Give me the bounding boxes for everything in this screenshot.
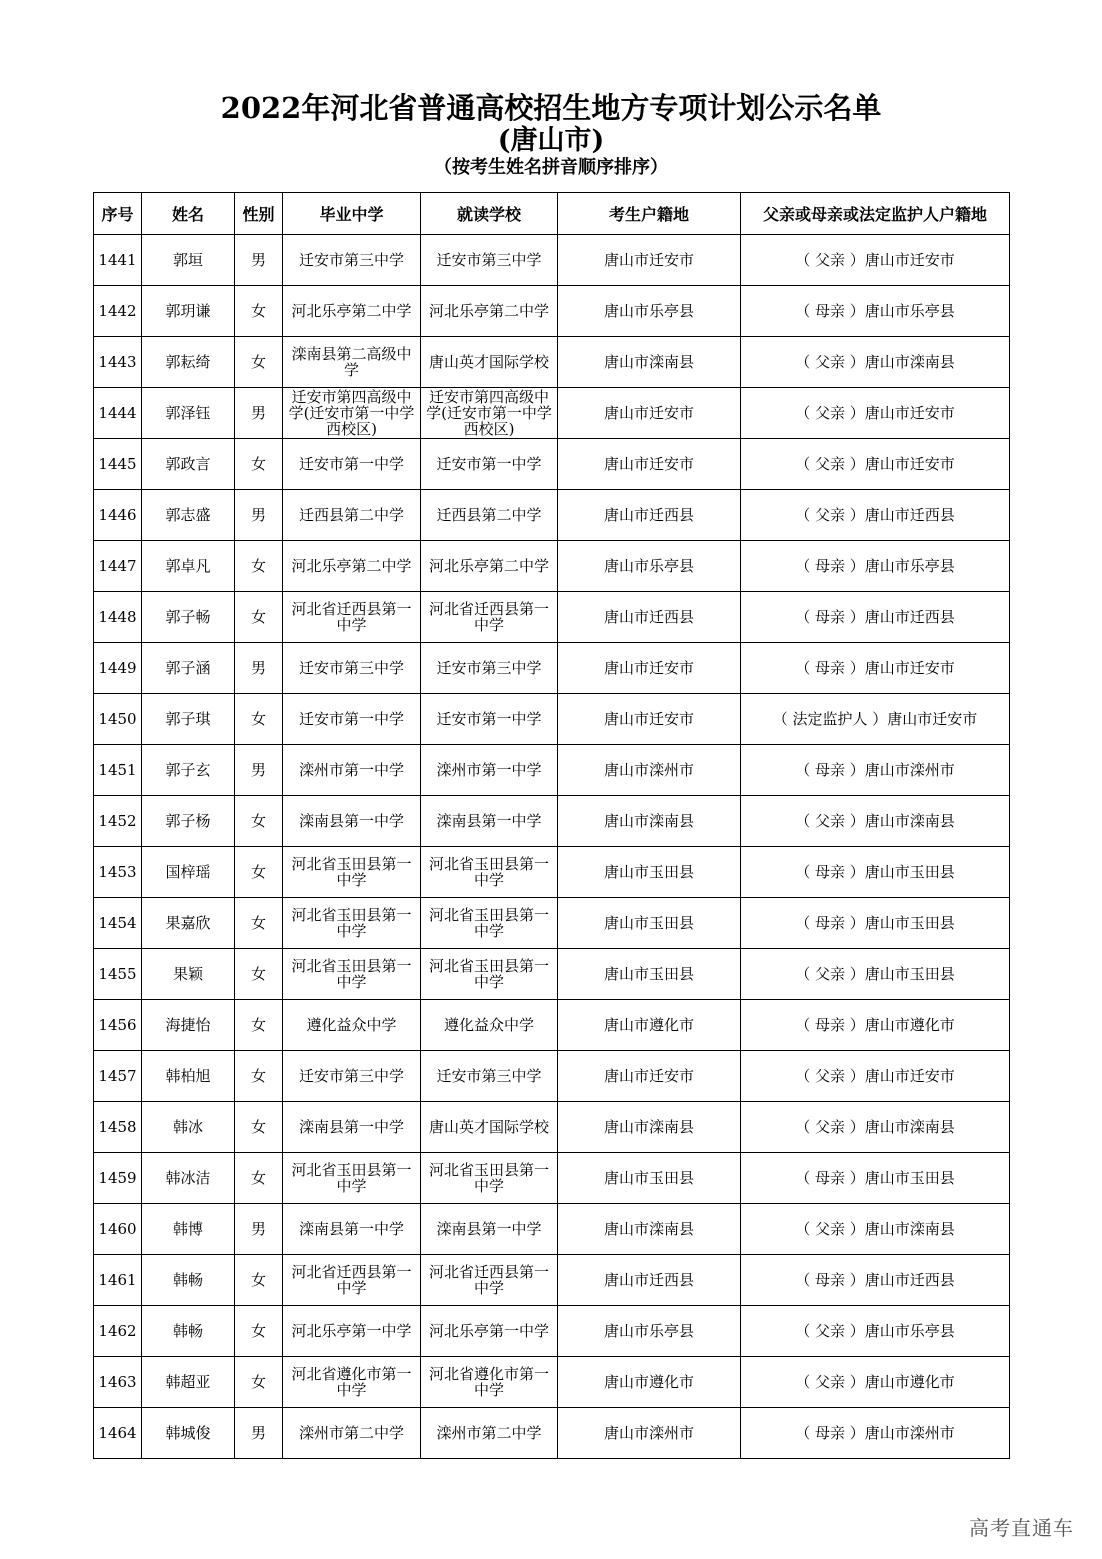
cell-name: 郭玥谦 <box>142 286 235 337</box>
column-header-gender: 性别 <box>235 193 283 235</box>
cell-student-residence: 唐山市迁安市 <box>558 1051 741 1102</box>
cell-gender: 男 <box>235 1204 283 1255</box>
cell-gender: 女 <box>235 1153 283 1204</box>
cell-graduated-school: 迁安市第一中学 <box>283 694 421 745</box>
cell-current-school: 遵化益众中学 <box>421 1000 558 1051</box>
cell-student-residence: 唐山市遵化市 <box>558 1357 741 1408</box>
cell-name: 果嘉欣 <box>142 898 235 949</box>
cell-seq: 1454 <box>94 898 142 949</box>
table-row <box>94 847 1010 898</box>
cell-student-residence: 唐山市迁安市 <box>558 235 741 286</box>
cell-student-residence: 唐山市迁西县 <box>558 490 741 541</box>
cell-student-residence: 唐山市玉田县 <box>558 898 741 949</box>
cell-graduated-school: 迁安市第三中学 <box>283 235 421 286</box>
cell-seq: 1443 <box>94 337 142 388</box>
cell-student-residence: 唐山市遵化市 <box>558 1000 741 1051</box>
cell-gender: 女 <box>235 898 283 949</box>
table-row <box>94 643 1010 694</box>
cell-guardian-residence: （ 父亲 ）唐山市滦南县 <box>741 1204 1010 1255</box>
table-row <box>94 490 1010 541</box>
table-row <box>94 388 1010 439</box>
table-row <box>94 1306 1010 1357</box>
cell-student-residence: 唐山市滦南县 <box>558 796 741 847</box>
cell-current-school: 迁安市第一中学 <box>421 439 558 490</box>
cell-current-school: 迁安市第一中学 <box>421 694 558 745</box>
cell-guardian-residence: （ 父亲 ）唐山市迁西县 <box>741 490 1010 541</box>
cell-seq: 1458 <box>94 1102 142 1153</box>
table-row <box>94 1408 1010 1459</box>
column-header-name: 姓名 <box>142 193 235 235</box>
table-row <box>94 796 1010 847</box>
cell-guardian-residence: （ 母亲 ）唐山市玉田县 <box>741 898 1010 949</box>
cell-current-school: 河北省玉田县第一中学 <box>421 949 558 1000</box>
table-row <box>94 1051 1010 1102</box>
cell-graduated-school: 河北乐亭第二中学 <box>283 286 421 337</box>
cell-graduated-school: 河北省迁西县第一中学 <box>283 592 421 643</box>
cell-current-school: 迁安市第四高级中学(迁安市第一中学西校区) <box>421 388 558 439</box>
cell-seq: 1461 <box>94 1255 142 1306</box>
cell-name: 韩城俊 <box>142 1408 235 1459</box>
cell-current-school: 唐山英才国际学校 <box>421 1102 558 1153</box>
cell-name: 韩畅 <box>142 1306 235 1357</box>
cell-current-school: 唐山英才国际学校 <box>421 337 558 388</box>
cell-name: 郭耘绮 <box>142 337 235 388</box>
cell-seq: 1448 <box>94 592 142 643</box>
cell-seq: 1452 <box>94 796 142 847</box>
cell-guardian-residence: （ 母亲 ）唐山市玉田县 <box>741 847 1010 898</box>
cell-name: 郭政言 <box>142 439 235 490</box>
watermark-text: 高考直通车 <box>969 1516 1074 1540</box>
cell-gender: 男 <box>235 745 283 796</box>
cell-seq: 1444 <box>94 388 142 439</box>
cell-seq: 1464 <box>94 1408 142 1459</box>
cell-graduated-school: 河北省迁西县第一中学 <box>283 1255 421 1306</box>
cell-current-school: 迁安市第三中学 <box>421 1051 558 1102</box>
cell-student-residence: 唐山市迁安市 <box>558 439 741 490</box>
cell-student-residence: 唐山市玉田县 <box>558 847 741 898</box>
cell-student-residence: 唐山市滦南县 <box>558 1102 741 1153</box>
cell-seq: 1455 <box>94 949 142 1000</box>
cell-student-residence: 唐山市迁安市 <box>558 643 741 694</box>
cell-graduated-school: 迁安市第四高级中学(迁安市第一中学西校区) <box>283 388 421 439</box>
cell-gender: 女 <box>235 1357 283 1408</box>
roster-table <box>93 192 1010 1459</box>
cell-student-residence: 唐山市滦州市 <box>558 1408 741 1459</box>
cell-student-residence: 唐山市乐亭县 <box>558 541 741 592</box>
cell-student-residence: 唐山市迁安市 <box>558 388 741 439</box>
cell-current-school: 河北省玉田县第一中学 <box>421 847 558 898</box>
cell-gender: 女 <box>235 1102 283 1153</box>
cell-gender: 女 <box>235 847 283 898</box>
cell-seq: 1457 <box>94 1051 142 1102</box>
cell-student-residence: 唐山市滦南县 <box>558 337 741 388</box>
cell-graduated-school: 滦南县第一中学 <box>283 796 421 847</box>
cell-guardian-residence: （ 父亲 ）唐山市乐亭县 <box>741 1306 1010 1357</box>
cell-current-school: 河北乐亭第二中学 <box>421 541 558 592</box>
cell-seq: 1460 <box>94 1204 142 1255</box>
cell-current-school: 河北省玉田县第一中学 <box>421 1153 558 1204</box>
cell-guardian-residence: （ 父亲 ）唐山市滦南县 <box>741 796 1010 847</box>
cell-guardian-residence: （ 母亲 ）唐山市迁安市 <box>741 643 1010 694</box>
cell-seq: 1449 <box>94 643 142 694</box>
table-row <box>94 694 1010 745</box>
page-title: 2022年河北省普通高校招生地方专项计划公示名单 <box>220 91 882 125</box>
cell-graduated-school: 滦州市第一中学 <box>283 745 421 796</box>
cell-name: 郭子玄 <box>142 745 235 796</box>
table-row <box>94 745 1010 796</box>
cell-gender: 女 <box>235 337 283 388</box>
table-row <box>94 1357 1010 1408</box>
cell-seq: 1463 <box>94 1357 142 1408</box>
cell-guardian-residence: （ 母亲 ）唐山市迁西县 <box>741 1255 1010 1306</box>
cell-student-residence: 唐山市滦南县 <box>558 1204 741 1255</box>
cell-seq: 1441 <box>94 235 142 286</box>
cell-graduated-school: 迁安市第三中学 <box>283 1051 421 1102</box>
table-body <box>94 235 1010 1459</box>
column-header-graduated-school: 毕业中学 <box>283 193 421 235</box>
table-row <box>94 1153 1010 1204</box>
cell-current-school: 迁安市第三中学 <box>421 643 558 694</box>
cell-gender: 女 <box>235 1306 283 1357</box>
cell-guardian-residence: （ 母亲 ）唐山市玉田县 <box>741 1153 1010 1204</box>
cell-seq: 1462 <box>94 1306 142 1357</box>
cell-gender: 女 <box>235 439 283 490</box>
cell-student-residence: 唐山市迁西县 <box>558 592 741 643</box>
cell-student-residence: 唐山市玉田县 <box>558 949 741 1000</box>
cell-guardian-residence: （ 父亲 ）唐山市滦南县 <box>741 1102 1010 1153</box>
cell-gender: 男 <box>235 1408 283 1459</box>
table-row <box>94 337 1010 388</box>
cell-current-school: 滦州市第二中学 <box>421 1408 558 1459</box>
cell-current-school: 河北省遵化市第一中学 <box>421 1357 558 1408</box>
cell-current-school: 河北省迁西县第一中学 <box>421 1255 558 1306</box>
cell-gender: 女 <box>235 1051 283 1102</box>
cell-gender: 女 <box>235 796 283 847</box>
cell-name: 韩博 <box>142 1204 235 1255</box>
cell-student-residence: 唐山市迁安市 <box>558 694 741 745</box>
cell-gender: 男 <box>235 235 283 286</box>
cell-current-school: 河北省迁西县第一中学 <box>421 592 558 643</box>
cell-gender: 男 <box>235 388 283 439</box>
table-row <box>94 1000 1010 1051</box>
table-row <box>94 286 1010 337</box>
cell-current-school: 滦州市第一中学 <box>421 745 558 796</box>
table-row <box>94 1204 1010 1255</box>
cell-guardian-residence: （ 母亲 ）唐山市滦州市 <box>741 745 1010 796</box>
cell-graduated-school: 河北省玉田县第一中学 <box>283 949 421 1000</box>
cell-name: 郭泽钰 <box>142 388 235 439</box>
table-row <box>94 949 1010 1000</box>
cell-graduated-school: 遵化益众中学 <box>283 1000 421 1051</box>
cell-name: 郭卓凡 <box>142 541 235 592</box>
cell-guardian-residence: （ 母亲 ）唐山市遵化市 <box>741 1000 1010 1051</box>
cell-seq: 1450 <box>94 694 142 745</box>
cell-gender: 女 <box>235 541 283 592</box>
cell-name: 郭子琪 <box>142 694 235 745</box>
cell-gender: 女 <box>235 286 283 337</box>
column-header-current-school: 就读学校 <box>421 193 558 235</box>
sort-note: （按考生姓名拼音顺序排序） <box>434 157 668 178</box>
table-row <box>94 592 1010 643</box>
cell-current-school: 滦南县第一中学 <box>421 1204 558 1255</box>
cell-seq: 1447 <box>94 541 142 592</box>
cell-name: 郭垣 <box>142 235 235 286</box>
cell-seq: 1459 <box>94 1153 142 1204</box>
cell-graduated-school: 迁西县第二中学 <box>283 490 421 541</box>
cell-name: 韩冰洁 <box>142 1153 235 1204</box>
cell-seq: 1451 <box>94 745 142 796</box>
page-subtitle: (唐山市) <box>497 125 605 156</box>
cell-guardian-residence: （ 母亲 ）唐山市乐亭县 <box>741 541 1010 592</box>
cell-seq: 1453 <box>94 847 142 898</box>
cell-guardian-residence: （ 父亲 ）唐山市迁安市 <box>741 235 1010 286</box>
cell-student-residence: 唐山市玉田县 <box>558 1153 741 1204</box>
cell-graduated-school: 河北省遵化市第一中学 <box>283 1357 421 1408</box>
column-header-guardian-residence: 父亲或母亲或法定监护人户籍地 <box>741 193 1010 235</box>
cell-name: 韩超亚 <box>142 1357 235 1408</box>
table-row <box>94 1102 1010 1153</box>
cell-guardian-residence: （ 母亲 ）唐山市滦州市 <box>741 1408 1010 1459</box>
cell-guardian-residence: （ 父亲 ）唐山市玉田县 <box>741 949 1010 1000</box>
cell-gender: 男 <box>235 490 283 541</box>
cell-graduated-school: 滦南县第一中学 <box>283 1204 421 1255</box>
table-row <box>94 1255 1010 1306</box>
cell-current-school: 河北乐亭第一中学 <box>421 1306 558 1357</box>
table-row <box>94 439 1010 490</box>
cell-name: 郭志盛 <box>142 490 235 541</box>
cell-name: 郭子畅 <box>142 592 235 643</box>
cell-student-residence: 唐山市乐亭县 <box>558 286 741 337</box>
cell-seq: 1442 <box>94 286 142 337</box>
cell-graduated-school: 河北省玉田县第一中学 <box>283 847 421 898</box>
cell-seq: 1456 <box>94 1000 142 1051</box>
table-row <box>94 235 1010 286</box>
cell-seq: 1446 <box>94 490 142 541</box>
table-header-row <box>94 193 1010 235</box>
column-header-student-residence: 考生户籍地 <box>558 193 741 235</box>
cell-name: 国梓瑶 <box>142 847 235 898</box>
cell-graduated-school: 滦南县第一中学 <box>283 1102 421 1153</box>
cell-name: 韩柏旭 <box>142 1051 235 1102</box>
cell-guardian-residence: （ 父亲 ）唐山市迁安市 <box>741 439 1010 490</box>
cell-graduated-school: 河北乐亭第一中学 <box>283 1306 421 1357</box>
cell-gender: 女 <box>235 1255 283 1306</box>
column-header-seq: 序号 <box>94 193 142 235</box>
cell-current-school: 迁安市第三中学 <box>421 235 558 286</box>
cell-graduated-school: 迁安市第一中学 <box>283 439 421 490</box>
cell-gender: 女 <box>235 1000 283 1051</box>
table-row <box>94 898 1010 949</box>
cell-guardian-residence: （ 父亲 ）唐山市遵化市 <box>741 1357 1010 1408</box>
cell-student-residence: 唐山市乐亭县 <box>558 1306 741 1357</box>
cell-guardian-residence: （ 母亲 ）唐山市乐亭县 <box>741 286 1010 337</box>
cell-graduated-school: 滦南县第二高级中学 <box>283 337 421 388</box>
cell-current-school: 河北乐亭第二中学 <box>421 286 558 337</box>
cell-student-residence: 唐山市迁西县 <box>558 1255 741 1306</box>
cell-gender: 男 <box>235 643 283 694</box>
cell-seq: 1445 <box>94 439 142 490</box>
cell-graduated-school: 滦州市第二中学 <box>283 1408 421 1459</box>
cell-gender: 女 <box>235 592 283 643</box>
cell-guardian-residence: （ 法定监护人 ）唐山市迁安市 <box>741 694 1010 745</box>
cell-graduated-school: 迁安市第三中学 <box>283 643 421 694</box>
cell-name: 果颖 <box>142 949 235 1000</box>
cell-current-school: 河北省玉田县第一中学 <box>421 898 558 949</box>
cell-student-residence: 唐山市滦州市 <box>558 745 741 796</box>
cell-name: 韩冰 <box>142 1102 235 1153</box>
cell-gender: 女 <box>235 949 283 1000</box>
cell-name: 郭子涵 <box>142 643 235 694</box>
cell-graduated-school: 河北省玉田县第一中学 <box>283 898 421 949</box>
cell-graduated-school: 河北乐亭第二中学 <box>283 541 421 592</box>
table-row <box>94 541 1010 592</box>
cell-name: 海捷怡 <box>142 1000 235 1051</box>
cell-name: 韩畅 <box>142 1255 235 1306</box>
cell-guardian-residence: （ 父亲 ）唐山市滦南县 <box>741 337 1010 388</box>
cell-guardian-residence: （ 母亲 ）唐山市迁西县 <box>741 592 1010 643</box>
cell-gender: 女 <box>235 694 283 745</box>
cell-guardian-residence: （ 父亲 ）唐山市迁安市 <box>741 1051 1010 1102</box>
cell-name: 郭子杨 <box>142 796 235 847</box>
cell-current-school: 滦南县第一中学 <box>421 796 558 847</box>
cell-graduated-school: 河北省玉田县第一中学 <box>283 1153 421 1204</box>
cell-current-school: 迁西县第二中学 <box>421 490 558 541</box>
cell-guardian-residence: （ 父亲 ）唐山市迁安市 <box>741 388 1010 439</box>
